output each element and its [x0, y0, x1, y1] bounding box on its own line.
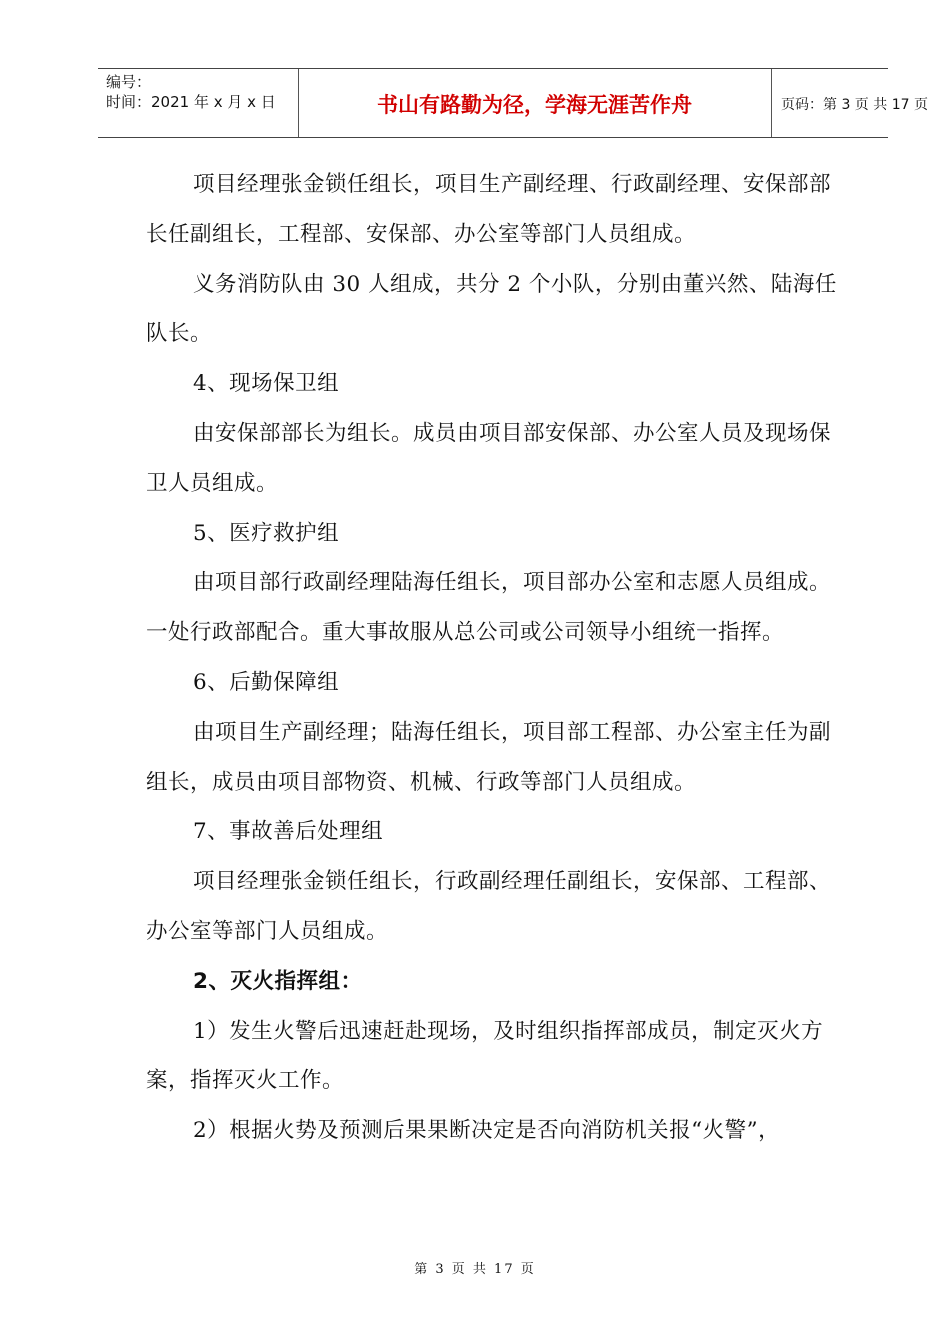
paragraph: 项目经理张金锁任组长，行政副经理任副组长，安保部、工程部、办公室等部门人员组成。: [146, 869, 832, 944]
bold-section-heading: 2、灭火指挥组：: [193, 968, 363, 994]
section-heading: 7、事故善后处理组: [193, 819, 384, 845]
header-motto-cell: [298, 69, 772, 137]
header-motto: 书山有路勤为径，学海无涯苦作舟: [377, 93, 692, 117]
paragraph: 1）发生火警后迅速赶赴现场，及时组织指挥部成员，制定灭火方案，指挥灭火工作。: [146, 1018, 824, 1094]
paragraph: 项目经理张金锁任组长，项目生产副经理、行政副经理、安保部部长任副组长，工程部、安保部、办公室等部门人员组成。: [146, 172, 832, 247]
date-label: 时间：2021 年 x 月 x 日: [106, 93, 276, 111]
section-heading: 4、现场保卫组: [193, 371, 340, 397]
paragraph: 义务消防队由 30 人组成，共分 2 个小队，分别由董兴然、陆海任队长。: [146, 271, 837, 347]
serial-number-label: 编号：: [106, 73, 152, 91]
document-body: [146, 160, 846, 1156]
header-meta-cell: [98, 69, 299, 137]
section-heading: 6、后勤保障组: [193, 669, 340, 695]
page-footer: 第 3 页 共 17 页: [414, 1262, 536, 1277]
paragraph: 由项目生产副经理；陆海任组长，项目部工程部、办公室主任为副组长，成员由项目部物资、机械、行政等部门人员组成。: [146, 719, 832, 795]
paragraph: 由项目部行政副经理陆海任组长，项目部办公室和志愿人员组成。一处行政部配合。重大事故服从总公司或公司领导小组统一指挥。: [146, 570, 832, 646]
section-heading: 5、医疗救护组: [193, 520, 340, 546]
paragraph: 2）根据火势及预测后果果断决定是否向消防机关报“火警”，: [193, 1118, 781, 1144]
header-page-info: 页码：第 3 页 共 17 页: [781, 97, 928, 113]
paragraph: 由安保部部长为组长。成员由项目部安保部、办公室人员及现场保卫人员组成。: [146, 420, 832, 496]
header-page-cell: [771, 69, 928, 137]
page-header: [98, 68, 928, 138]
